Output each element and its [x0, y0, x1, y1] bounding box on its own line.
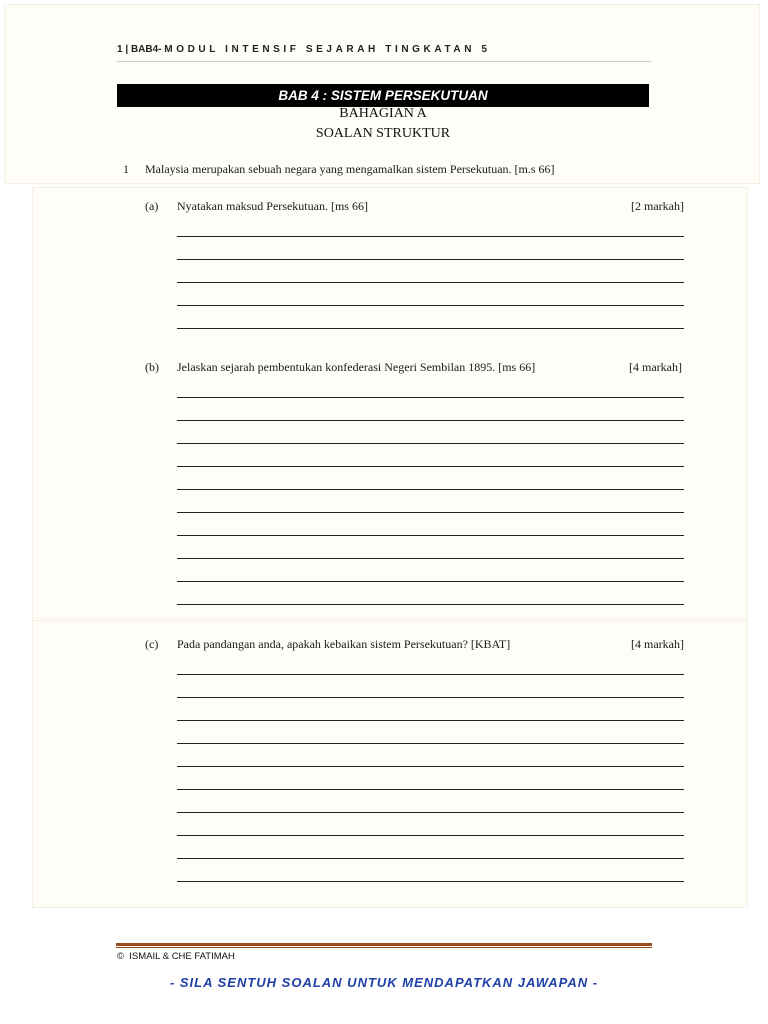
- background-panel: [32, 187, 748, 619]
- answer-line: [177, 697, 684, 698]
- header-separator: |: [125, 44, 129, 55]
- marks-label: [4 markah]: [629, 360, 682, 374]
- copyright: [117, 951, 235, 962]
- document-title: BAB 4 : SISTEM PERSEKUTUAN: [117, 84, 649, 107]
- answer-line: [177, 858, 684, 859]
- part-text: Nyatakan maksud Persekutuan. [ms 66]: [177, 199, 368, 213]
- page-number: 1: [117, 44, 123, 55]
- answer-line: [177, 835, 684, 836]
- background-panel: [32, 620, 748, 908]
- answer-line: [177, 720, 684, 721]
- running-header: [117, 44, 657, 55]
- answer-line: [177, 743, 684, 744]
- footer-rule: [116, 947, 652, 948]
- authors: ISMAIL & CHE FATIMAH: [129, 951, 235, 962]
- question-number: 1: [123, 162, 129, 176]
- header-dash: -: [158, 44, 162, 55]
- marks-label: [4 markah]: [631, 637, 684, 651]
- section-subheading: SOALAN STRUKTUR: [315, 126, 451, 141]
- answer-line: [177, 789, 684, 790]
- answer-line: [177, 259, 684, 260]
- answer-line: [177, 420, 684, 421]
- answer-line: [177, 558, 684, 559]
- answer-line: [177, 397, 684, 398]
- footer-rule: [116, 943, 652, 946]
- answer-line: [177, 443, 684, 444]
- answer-line: [177, 881, 684, 882]
- answer-line: [177, 512, 684, 513]
- answer-line: [177, 305, 684, 306]
- question-stem: Malaysia merupakan sebuah negara yang mengamalkan sistem Persekutuan. [m.s 66]: [145, 162, 555, 176]
- answer-line: [177, 328, 684, 329]
- part-label: (c): [145, 637, 159, 651]
- answer-line: [177, 674, 684, 675]
- part-label: (a): [145, 199, 159, 213]
- part-label: (b): [145, 360, 159, 374]
- answer-line: [177, 812, 684, 813]
- header-title: MODUL INTENSIF SEJARAH TINGKATAN 5: [164, 44, 491, 55]
- header-chapter: BAB4: [130, 44, 159, 55]
- answer-line: [177, 466, 684, 467]
- section-heading: BAHAGIAN A: [339, 106, 427, 121]
- marks-label: [2 markah]: [631, 199, 684, 213]
- part-text: Jelaskan sejarah pembentukan konfederasi Negeri Sembilan 1895. [ms 66]: [177, 360, 536, 374]
- copyright-symbol: ©: [117, 951, 124, 962]
- header-rule: [117, 61, 651, 62]
- answer-line: [177, 489, 684, 490]
- part-text: Pada pandangan anda, apakah kebaikan sistem Persekutuan? [KBAT]: [177, 637, 511, 651]
- answer-line: [177, 766, 684, 767]
- answer-line: [177, 282, 684, 283]
- answer-line: [177, 535, 684, 536]
- answer-line: [177, 236, 684, 237]
- answer-link-note[interactable]: - SILA SENTUH SOALAN UNTUK MENDAPATKAN JAWAPAN -: [169, 975, 599, 990]
- answer-line: [177, 604, 684, 605]
- answer-line: [177, 581, 684, 582]
